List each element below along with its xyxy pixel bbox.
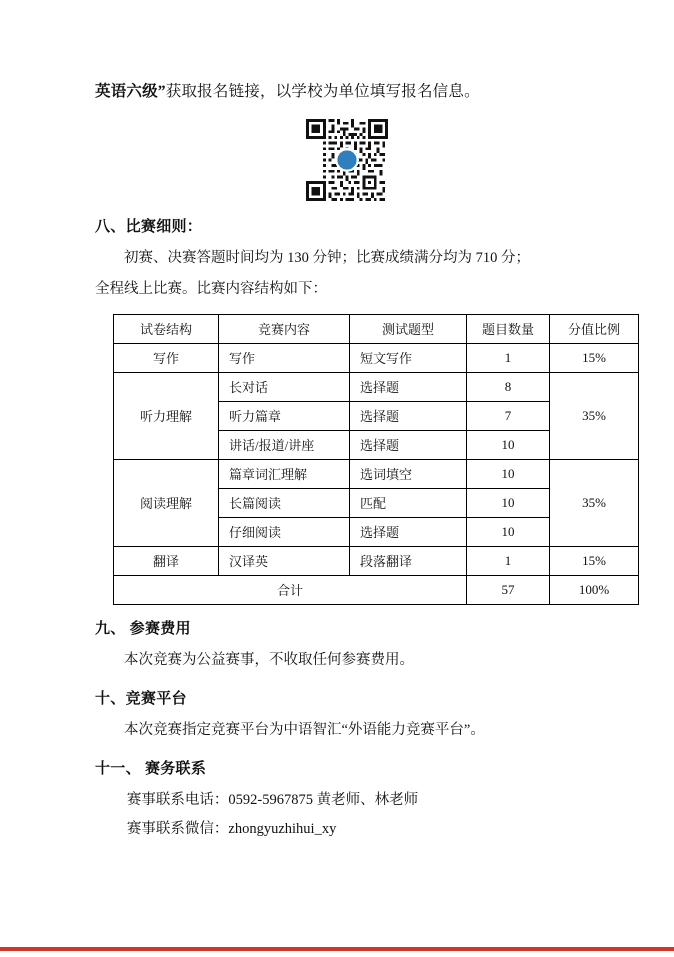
cell-content: 听力篇章 <box>219 401 350 430</box>
cell-count: 7 <box>467 401 550 430</box>
header-cell-structure: 试卷结构 <box>114 314 219 343</box>
cell-structure: 阅读理解 <box>114 459 219 546</box>
section-8-paragraph-2: 全程线上比赛。比赛内容结构如下： <box>95 280 327 297</box>
cell-ratio: 15% <box>550 343 639 372</box>
cell-count: 10 <box>467 459 550 488</box>
cell-count: 1 <box>467 343 550 372</box>
section-9-paragraph-1: 本次竞赛为公益赛事，不收取任何参赛费用。 <box>124 651 414 668</box>
cell-count: 10 <box>467 517 550 546</box>
cell-type: 选择题 <box>350 401 467 430</box>
table-total-row <box>114 575 639 604</box>
cell-structure: 写作 <box>114 343 219 372</box>
table-row <box>114 372 639 401</box>
competition-structure-table <box>113 314 639 605</box>
cell-type: 选择题 <box>350 430 467 459</box>
cell-content: 长篇阅读 <box>219 488 350 517</box>
table-header <box>114 314 639 343</box>
cell-type: 段落翻译 <box>350 546 467 575</box>
section-10-paragraph-1: 本次竞赛指定竞赛平台为中语智汇“外语能力竞赛平台”。 <box>124 721 485 738</box>
header-cell-content: 竞赛内容 <box>219 314 350 343</box>
cell-type: 选词填空 <box>350 459 467 488</box>
cell-ratio: 35% <box>550 459 639 546</box>
header-cell-type: 测试题型 <box>350 314 467 343</box>
section-heading-9: 九、 参赛费用 <box>95 620 191 637</box>
table-header-row <box>114 314 639 343</box>
cell-ratio: 15% <box>550 546 639 575</box>
lead-normal-text: 获取报名链接，以学校为单位填写报名信息。 <box>165 83 480 100</box>
qr-code-container <box>95 119 599 201</box>
section-heading-11: 十一、 赛务联系 <box>95 760 207 777</box>
cell-content: 长对话 <box>219 372 350 401</box>
cell-total-label: 合计 <box>114 575 467 604</box>
cell-content: 仔细阅读 <box>219 517 350 546</box>
footer-accent-bar <box>0 947 674 951</box>
table-body <box>114 343 639 604</box>
cell-type: 短文写作 <box>350 343 467 372</box>
cell-total-count: 57 <box>467 575 550 604</box>
cell-ratio: 35% <box>550 372 639 459</box>
header-cell-count: 题目数量 <box>467 314 550 343</box>
lead-bold-text: 英语六级” <box>95 83 166 100</box>
cell-count: 10 <box>467 430 550 459</box>
cell-structure: 翻译 <box>114 546 219 575</box>
section-heading-10: 十、竞赛平台 <box>95 690 187 707</box>
qr-code-icon <box>306 119 388 201</box>
table-row <box>114 459 639 488</box>
cell-content: 汉译英 <box>219 546 350 575</box>
cell-type: 选择题 <box>350 372 467 401</box>
lead-paragraph <box>95 80 599 105</box>
contact-wechat-line: 赛事联系微信：zhongyuzhihui_xy <box>126 820 337 837</box>
cell-content: 写作 <box>219 343 350 372</box>
cell-total-ratio: 100% <box>550 575 639 604</box>
cell-structure: 听力理解 <box>114 372 219 459</box>
section-heading-8: 八、比赛细则： <box>95 218 203 235</box>
cell-type: 匹配 <box>350 488 467 517</box>
qr-code-graphic <box>306 119 388 201</box>
header-cell-ratio: 分值比例 <box>550 314 639 343</box>
cell-type: 选择题 <box>350 517 467 546</box>
cell-content: 篇章词汇理解 <box>219 459 350 488</box>
cell-count: 8 <box>467 372 550 401</box>
cell-count: 10 <box>467 488 550 517</box>
table-row <box>114 546 639 575</box>
cell-count: 1 <box>467 546 550 575</box>
table-row <box>114 343 639 372</box>
contact-phone-line: 赛事联系电话：0592-5967875 黄老师、林老师 <box>126 791 419 808</box>
section-8-paragraph-1: 初赛、决赛答题时间均为 130 分钟；比赛成绩满分均为 710 分； <box>124 249 530 266</box>
cell-content: 讲话/报道/讲座 <box>219 430 350 459</box>
